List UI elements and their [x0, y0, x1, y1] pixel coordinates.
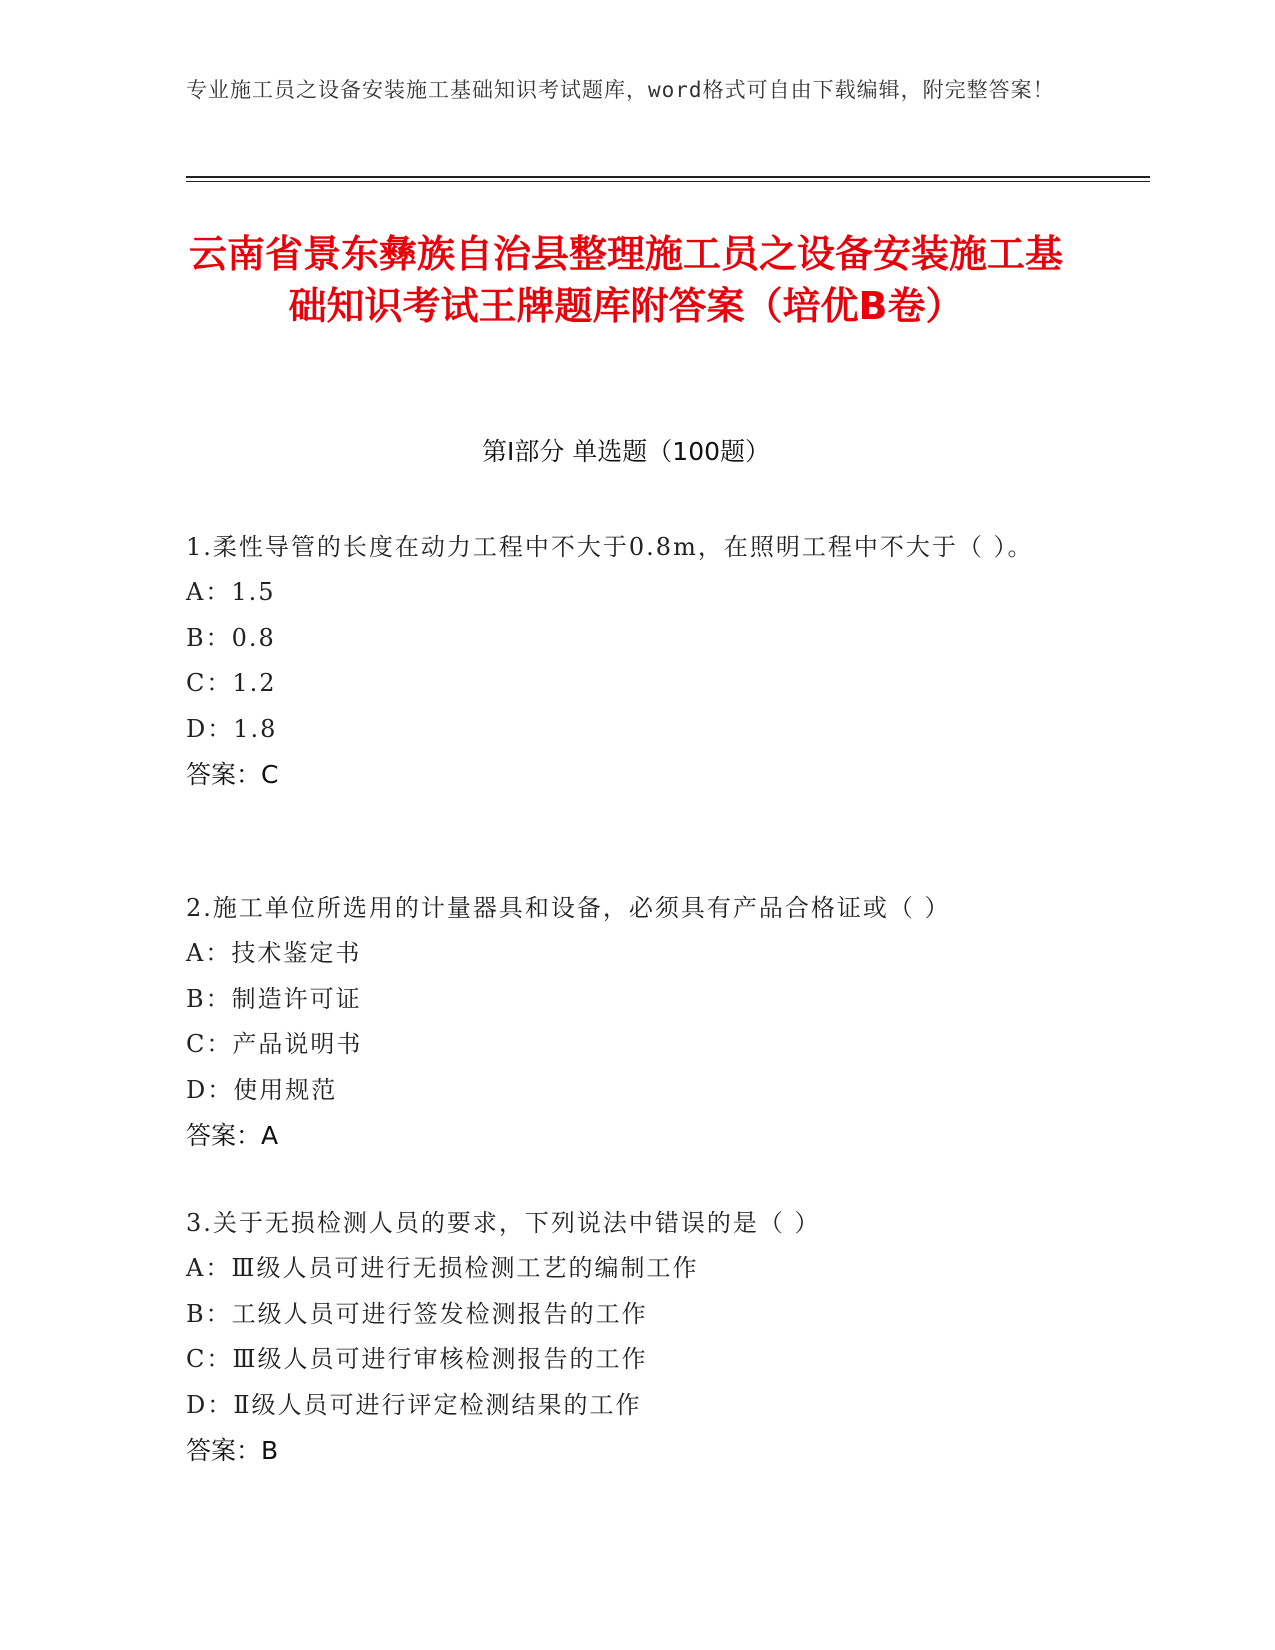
question-stem: 2.施工单位所选用的计量器具和设备，必须具有产品合格证或（ ） [186, 894, 951, 922]
answer: 答案：A [186, 1121, 279, 1150]
section-title: 第Ⅰ部分 单选题（100题） [481, 437, 771, 466]
option-c: C：产品说明书 [186, 1030, 363, 1058]
question-stem: 1.柔性导管的长度在动力工程中不大于0.8m，在照明工程中不大于（ ）。 [186, 533, 1034, 561]
question-3 [186, 1200, 1086, 1474]
option-b: B：工级人员可进行签发检测报告的工作 [186, 1299, 648, 1328]
option-a: A：Ⅲ级人员可进行无损检测工艺的编制工作 [186, 1254, 699, 1282]
option-d: D：使用规范 [186, 1075, 338, 1104]
header-note: 专业施工员之设备安装施工基础知识考试题库，word格式可自由下载编辑，附完整答案！ [186, 78, 1055, 102]
option-b: B：0.8 [186, 623, 276, 652]
question-stem: 3.关于无损检测人员的要求，下列说法中错误的是（ ） [186, 1209, 821, 1237]
option-a: A：1.5 [186, 578, 276, 606]
question-2 [186, 885, 1086, 1159]
answer: 答案：C [186, 760, 279, 789]
answer: 答案：B [186, 1436, 279, 1465]
question-1 [186, 524, 1086, 798]
option-a: A：技术鉴定书 [186, 939, 362, 967]
header-divider-thin [186, 181, 1150, 182]
option-c: C：Ⅲ级人员可进行审核检测报告的工作 [186, 1345, 648, 1373]
document-title: 云南省景东彝族自治县整理施工员之设备安装施工基础知识考试王牌题库附答案（培优B卷） [188, 232, 1063, 328]
option-d: D：1.8 [186, 714, 278, 743]
option-d: D：Ⅱ级人员可进行评定检测结果的工作 [186, 1390, 642, 1419]
header-divider-thick [186, 176, 1150, 178]
option-b: B：制造许可证 [186, 984, 362, 1013]
option-c: C：1.2 [186, 669, 277, 697]
